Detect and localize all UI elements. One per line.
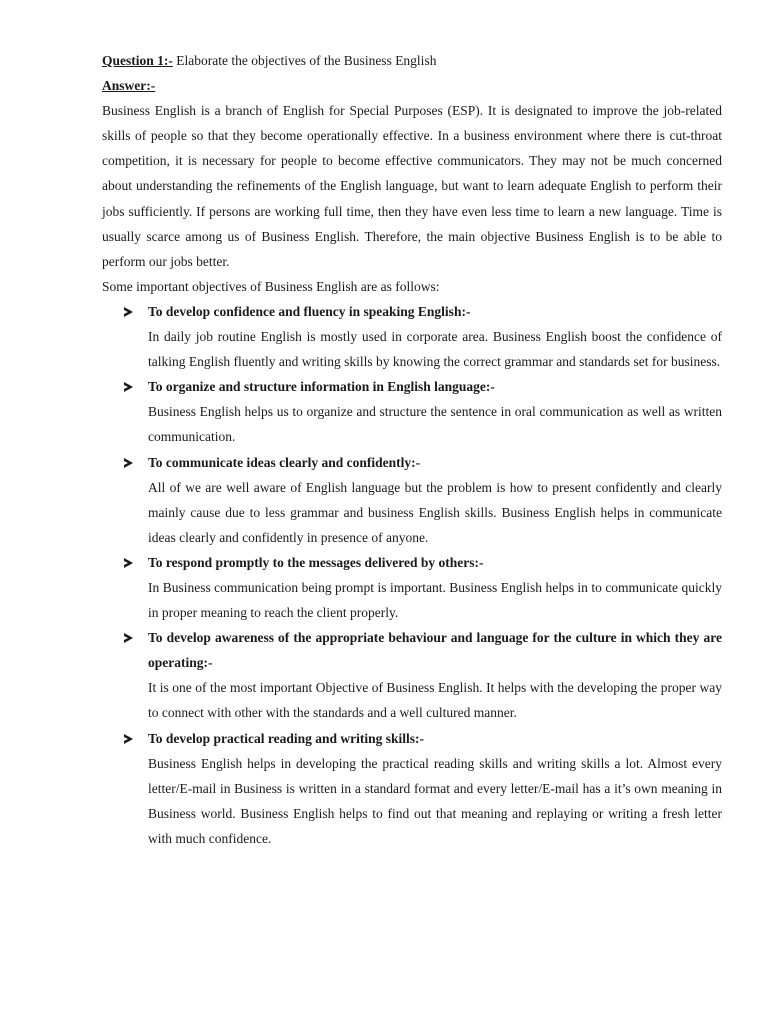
objective-body: In daily job routine English is mostly used in corporate area. Business English boost the confidence of talking English fluently and writing skills by knowing the correct grammar and standards set for business. (148, 329, 722, 370)
objective-title: To develop confidence and fluency in speaking English:- (148, 303, 471, 319)
objective-item (102, 299, 722, 374)
objective-item (102, 550, 722, 625)
objective-item (102, 726, 722, 851)
lead-in-paragraph: Some important objectives of Business English are as follows: (102, 278, 440, 294)
objective-body: It is one of the most important Objective of Business English. It helps with the developing the proper way to connect with other with the standards and a well cultured manner. (148, 680, 722, 721)
answer-label: Answer:- (102, 78, 156, 94)
arrowhead-bullet-icon (124, 382, 133, 392)
question-label: Question 1:- (102, 53, 173, 68)
objective-body: Business English helps us to organize and structure the sentence in oral communication as well as written communication. (148, 404, 722, 445)
question-text: Elaborate the objectives of the Business English (172, 53, 437, 68)
objective-body: In Business communication being prompt is important. Business English helps in to communicate quickly in proper meaning to reach the client properly. (148, 579, 722, 621)
document-page (102, 48, 722, 851)
arrowhead-bullet-icon (124, 458, 133, 468)
arrowhead-bullet-icon (124, 734, 133, 744)
arrowhead-bullet-icon (124, 307, 133, 317)
objective-title: To organize and structure information in English language:- (148, 379, 495, 395)
objective-title: To develop practical reading and writing skills:- (148, 730, 425, 746)
objective-title: To develop awareness of the appropriate behaviour and language for the culture in which they are operating:- (148, 630, 722, 671)
arrowhead-bullet-icon (124, 633, 133, 643)
objective-body: Business English helps in developing the practical reading skills and writing skills a lot. Almost every letter/E-mail in Business is written in a standard format and every letter/E-mail has a it’s own meaning in Business world. Business English helps to find out that meaning and replaying or writing a fresh letter with much confidence. (148, 755, 722, 846)
question-heading (102, 48, 722, 73)
objective-body: All of we are well aware of English language but the problem is how to present confidently and clearly mainly cause due to less grammar and business English skills. Business English helps in communicate ideas clearly and confidently in presence of anyone. (148, 479, 722, 545)
objectives-list (102, 299, 722, 851)
objective-item (102, 374, 722, 449)
objective-item (102, 450, 722, 550)
arrowhead-bullet-icon (124, 558, 133, 568)
objective-item (102, 625, 722, 725)
objective-title: To respond promptly to the messages delivered by others:- (148, 554, 484, 570)
objective-title: To communicate ideas clearly and confidently:- (148, 454, 421, 470)
intro-paragraph: Business English is a branch of English for Special Purposes (ESP). It is designated to improve the job-related skills of people so that they become operationally effective. In a business environment where there is cut-throat competition, it is necessary for people to become effective communicators. They may not be much concerned about understanding the refinements of the English language, but want to learn adequate English to perform their jobs sufficiently. If persons are working full time, then they have even less time to learn a new language. Time is usually scarce among us of Business English. Therefore, the main objective Business English is to be able to perform our jobs better. (102, 103, 722, 269)
answer-heading (102, 73, 722, 98)
